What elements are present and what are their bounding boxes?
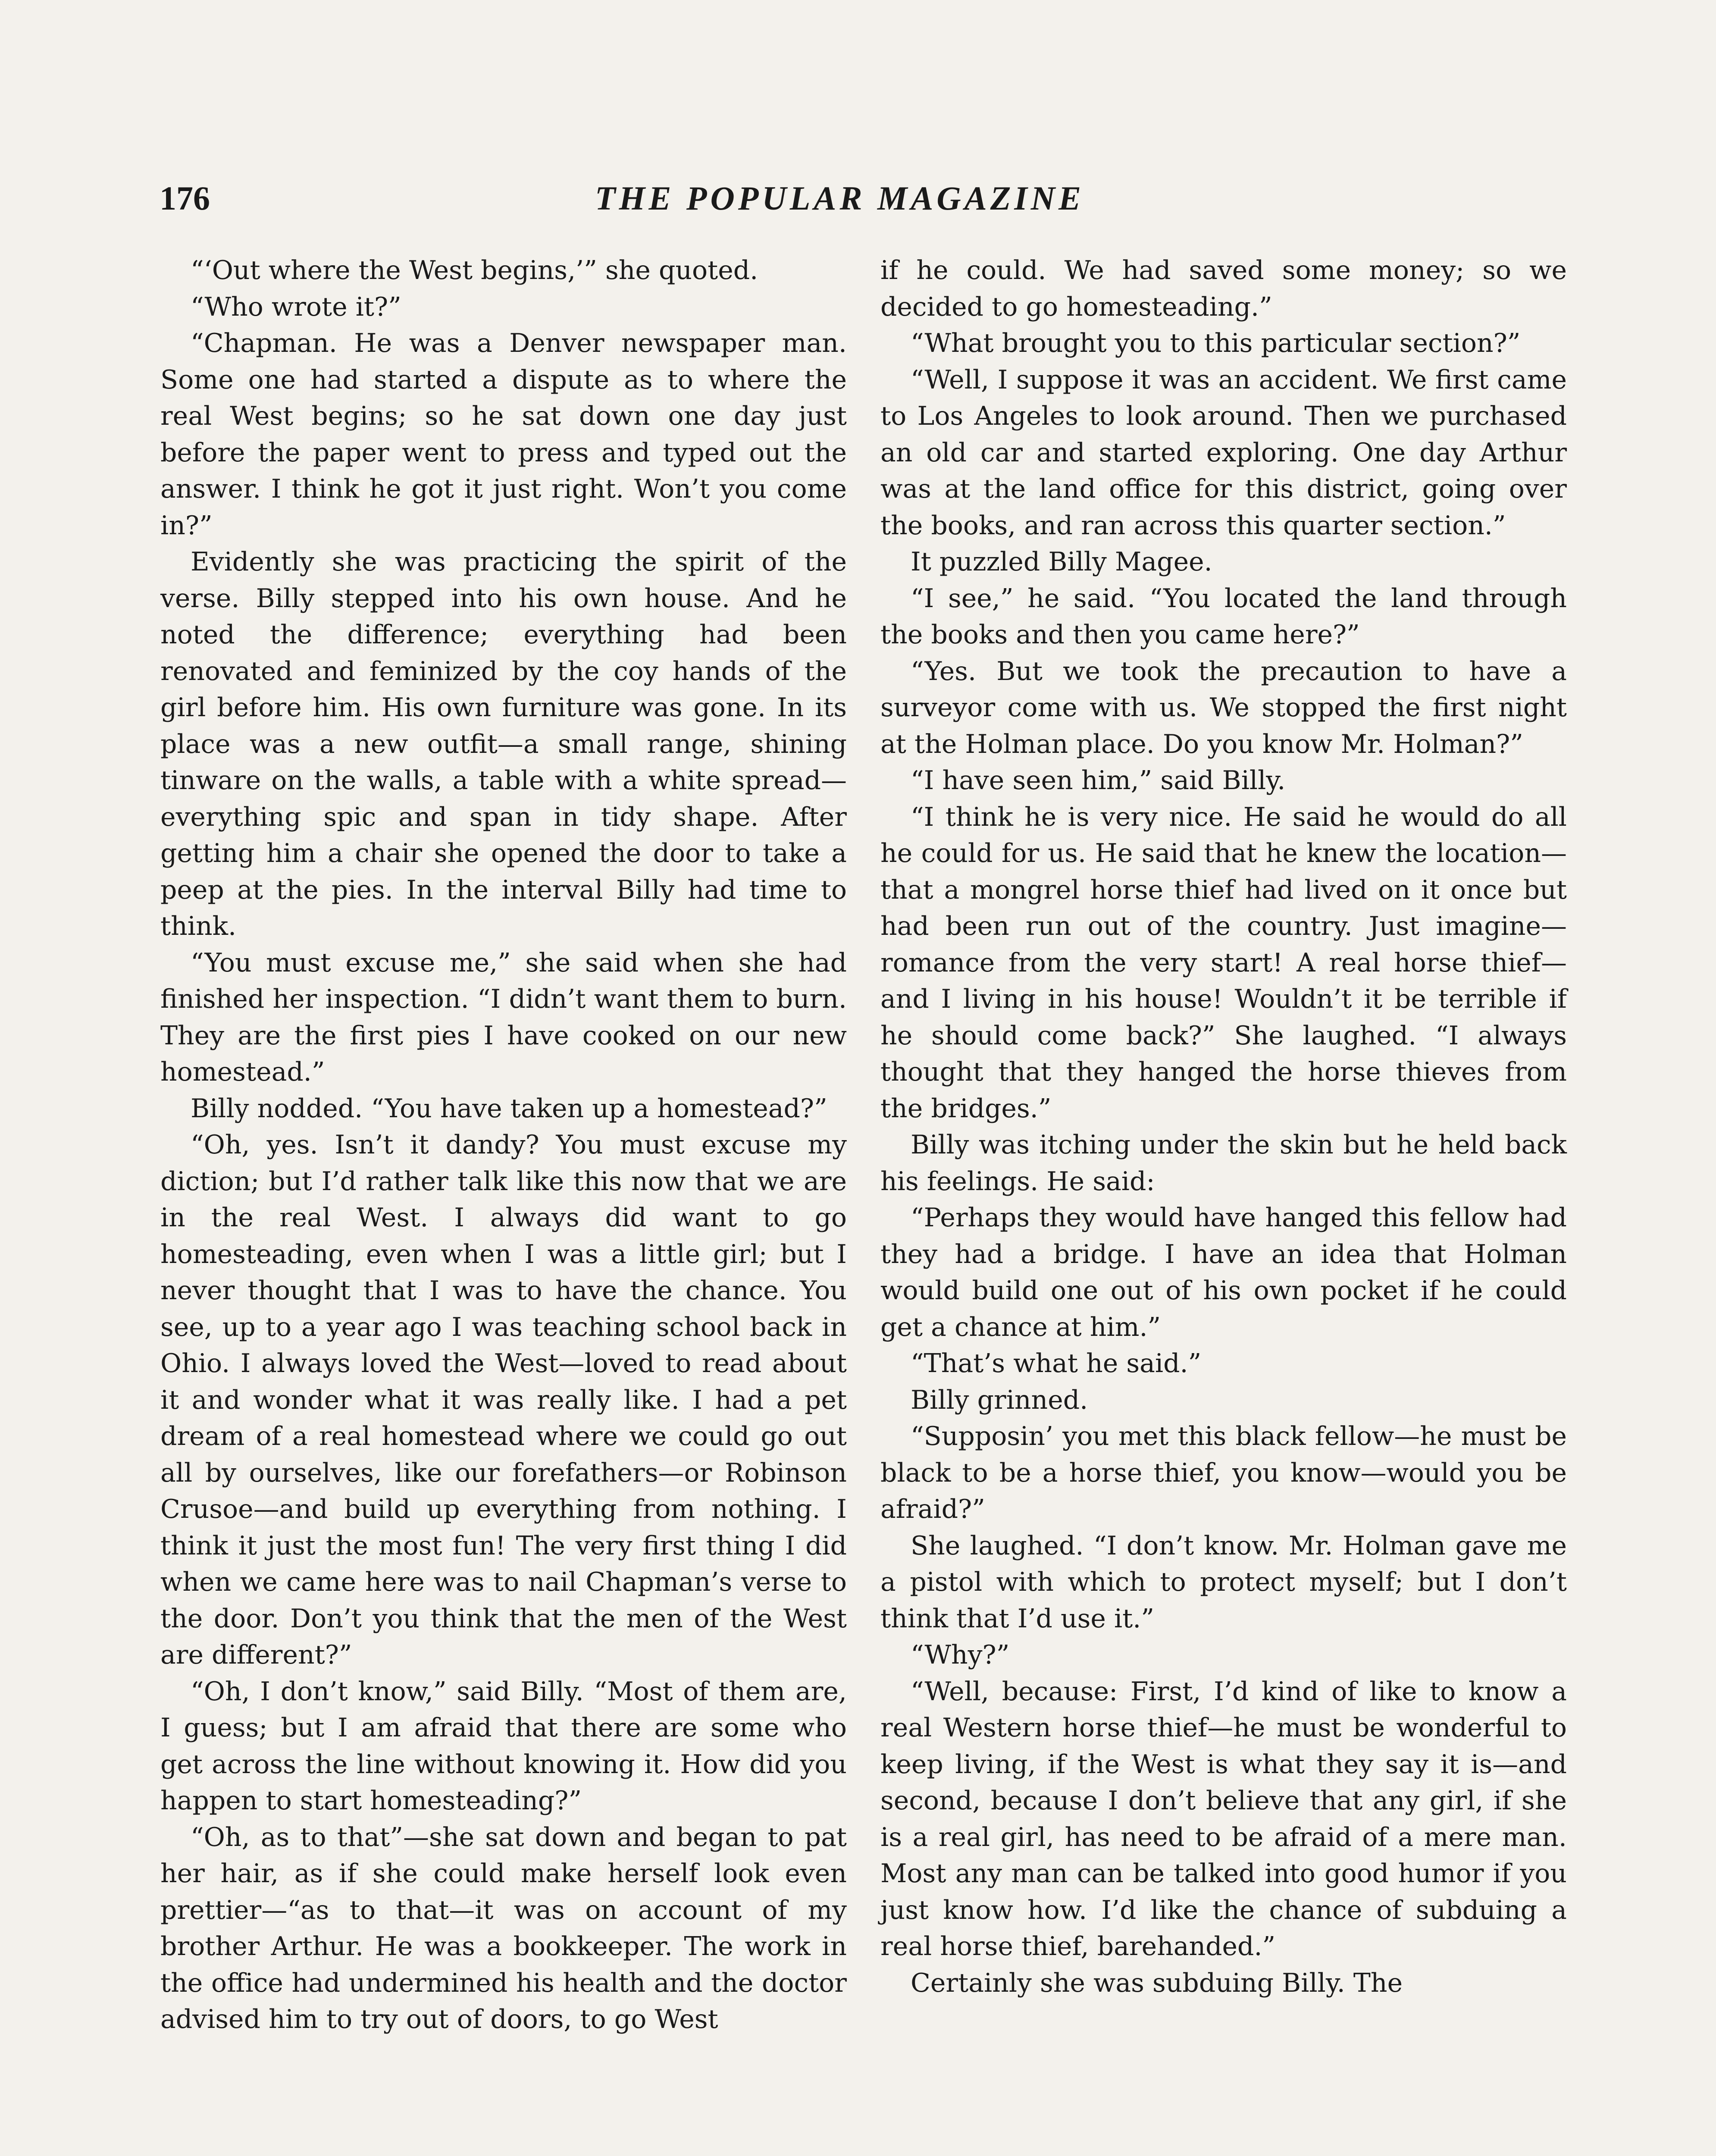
- paragraph: “I see,” he said. “You located the land through the books and then you came here?”: [880, 583, 1567, 650]
- paragraph: “Why?”: [911, 1640, 1010, 1670]
- paragraph: “Perhaps they would have hanged this fellow had they had a bridge. I have an idea that Holman would build one out of his own pocket if he could get a chance at him.”: [880, 1203, 1567, 1342]
- paragraph: “I think he is very nice. He said he would do all he could for us. He said that he knew the location—that a mongrel horse thief had lived on it once but had been run out of the country. Just imagine—romance from the very start! A real horse thief—and I living in his house! Wouldn’t it be terrible if he should come back?” She laughed. “I always thought that they hanged the horse thieves from the bridges.”: [880, 802, 1567, 1124]
- paragraph: “I have seen him,” said Billy.: [911, 765, 1286, 796]
- left-column: [160, 252, 847, 2038]
- paragraph: “What brought you to this particular section?”: [911, 328, 1521, 358]
- paragraph: Evidently she was practicing the spirit of the verse. Billy stepped into his own house. And he noted the difference; everything had been renovated and feminized by the coy hands of the girl before him. His own furniture was gone. In its place was a new outfit—a small range, shining tinware on the walls, a table with a white spread—everything spic and span in tidy shape. After getting him a chair she opened the door to take a peep at the pies. In the interval Billy had time to think.: [160, 547, 847, 941]
- paragraph: “Well, because: First, I’d kind of like to know a real Western horse thief—he must be wonderful to keep living, if the West is what they say it is—and second, because I don’t believe that any girl, if she is a real girl, has need to be afraid of a mere man. Most any man can be talked into good humor if you just know how. I’d like the chance of subduing a real horse thief, barehanded.”: [880, 1676, 1567, 1962]
- paragraph-continued: if he could. We had saved some money; so we decided to go homesteading.”: [880, 255, 1567, 322]
- paragraph: “You must excuse me,” she said when she had finished her inspection. “I didn’t want them to burn. They are the first pies I have cooked on our new homestead.”: [160, 947, 847, 1087]
- paragraph: She laughed. “I don’t know. Mr. Holman gave me a pistol with which to protect myself; but I don’t think that I’d use it.”: [880, 1530, 1567, 1634]
- right-column: [880, 252, 1567, 2001]
- paragraph: “Chapman. He was a Denver newspaper man. Some one had started a dispute as to where the real West begins; so he sat down one day just before the paper went to press and typed out the answer. I think he got it just right. Won’t you come in?”: [160, 328, 847, 541]
- paragraph: Billy grinned.: [911, 1385, 1088, 1415]
- page-number: 176: [160, 179, 210, 217]
- paragraph: “Oh, yes. Isn’t it dandy? You must excuse my diction; but I’d rather talk like this now that we are in the real West. I always did want to go homesteading, even when I was a little girl; but I never thought that I was to have the chance. You see, up to a year ago I was teaching school back in Ohio. I always loved the West—loved to read about it and wonder what it was really like. I had a pet dream of a real homestead where we could go out all by ourselves, like our forefathers—or Robinson Crusoe—and build up everything from nothing. I think it just the most fun! The very first thing I did when we came here was to nail Chapman’s verse to the door. Don’t you think that the men of the West are different?”: [160, 1130, 847, 1670]
- paragraph: “Oh, I don’t know,” said Billy. “Most of them are, I guess; but I am afraid that there are some who get across the line without knowing it. How did you happen to start homesteading?”: [160, 1676, 847, 1816]
- paragraph: Billy nodded. “You have taken up a homestead?”: [191, 1093, 827, 1124]
- paragraph: “That’s what he said.”: [911, 1348, 1202, 1379]
- paragraph: It puzzled Billy Magee.: [911, 547, 1212, 577]
- paragraph: “‘Out where the West begins,’” she quoted.: [191, 255, 758, 285]
- paragraph: “Yes. But we took the precaution to have a surveyor come with us. We stopped the first night at the Holman place. Do you know Mr. Holman?”: [880, 656, 1567, 759]
- page-header: [160, 175, 1556, 226]
- paragraph: Billy was itching under the skin but he held back his feelings. He said:: [880, 1130, 1567, 1197]
- running-title: THE POPULAR MAGAZINE: [595, 179, 1085, 217]
- paragraph: “Oh, as to that”—she sat down and began to pat her hair, as if she could make herself look even prettier—“as to that—it was on account of my brother Arthur. He was a bookkeeper. The work in the office had undermined his health and the doctor advised him to try out of doors, to go West: [160, 1822, 847, 2034]
- paragraph: “Well, I suppose it was an accident. We first came to Los Angeles to look around. Then we purchased an old car and started exploring. One day Arthur was at the land office for this district, going over the books, and ran across this quarter section.”: [880, 364, 1567, 541]
- paragraph: “Supposin’ you met this black fellow—he must be black to be a horse thief, you know—would you be afraid?”: [880, 1421, 1567, 1524]
- paragraph: Certainly she was subduing Billy. The: [911, 1968, 1403, 1998]
- paragraph: “Who wrote it?”: [191, 291, 401, 322]
